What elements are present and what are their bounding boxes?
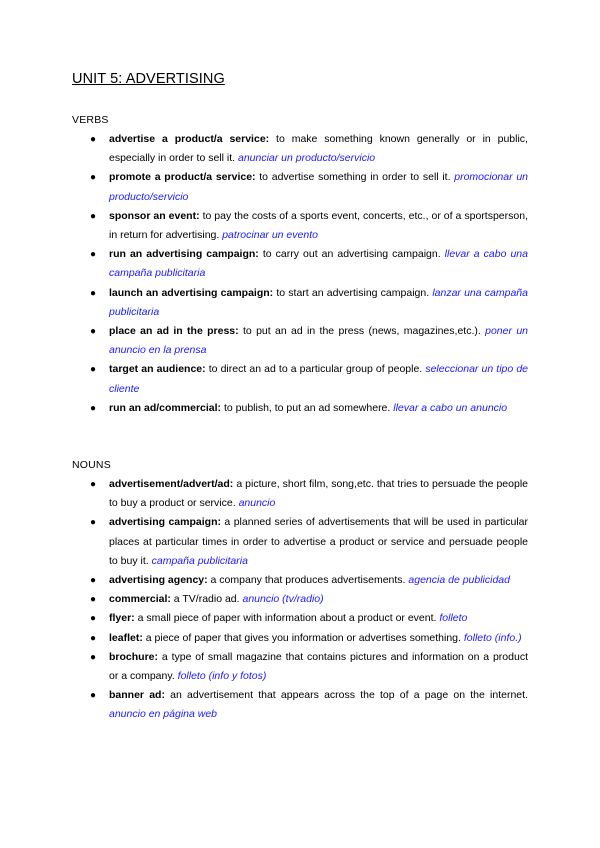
list-item	[88, 609, 528, 628]
list-item	[88, 360, 528, 398]
translation: folleto (info y fotos)	[177, 670, 267, 683]
term: sponsor an event:	[109, 209, 200, 222]
term: launch an advertising campaign:	[109, 286, 274, 299]
list-item	[88, 571, 528, 590]
bullet-icon: ●	[90, 402, 97, 414]
nouns-list	[88, 475, 528, 725]
definition: to make something known generally or in public, especially in order to sell it.	[109, 133, 528, 165]
definition: to carry out an advertising campaign.	[258, 248, 445, 261]
bullet-icon: ●	[90, 172, 97, 184]
list-item	[88, 590, 528, 609]
definition: a type of small magazine that contains pictures and information on a product or a company.	[109, 650, 528, 683]
bullet-icon: ●	[90, 632, 97, 644]
term: advertise a product/a service:	[109, 133, 270, 145]
translation: campaña publicitaria	[151, 554, 248, 567]
definition: to put an ad in the press (news, magazines,etc.).	[238, 325, 486, 338]
term: promote a product/a service:	[109, 171, 256, 184]
translation: agencia de publicidad	[408, 574, 510, 587]
bullet-icon: ●	[90, 364, 97, 376]
term: advertising agency:	[109, 574, 208, 587]
bullet-icon: ●	[90, 326, 97, 338]
list-item	[88, 168, 528, 206]
bullet-icon: ●	[90, 287, 97, 299]
translation: lanzar una campaña publicitaria	[109, 286, 528, 318]
translation: folleto	[439, 612, 468, 625]
list-item	[88, 686, 528, 724]
list-item	[88, 629, 528, 648]
definition: a picture, short film, song,etc. that tries to persuade the people to buy a product or service.	[109, 478, 528, 510]
term: banner ad:	[109, 689, 165, 702]
term: place an ad in the press:	[109, 325, 239, 338]
definition: to direct an ad to a particular group of people.	[205, 363, 426, 376]
list-item	[88, 513, 528, 571]
page-title: UNIT 5: ADVERTISING	[72, 71, 225, 87]
list-item	[88, 399, 528, 418]
term: commercial:	[109, 593, 171, 606]
definition: to advertise something in order to sell it.	[255, 171, 455, 184]
list-item	[88, 322, 528, 360]
bullet-icon: ●	[90, 210, 97, 222]
bullet-icon: ●	[90, 517, 97, 529]
translation: anuncio	[238, 497, 276, 510]
bullet-icon: ●	[90, 249, 97, 261]
translation: anunciar un producto/servicio	[237, 152, 376, 165]
list-item	[88, 130, 528, 168]
definition: to start an advertising campaign.	[273, 286, 433, 299]
definition: a TV/radio ad.	[170, 593, 243, 606]
term: advertisement/advert/ad:	[109, 478, 234, 490]
translation: patrocinar un evento	[222, 229, 318, 242]
translation: anuncio (tv/radio)	[242, 593, 324, 606]
translation: promocionar un producto/servicio	[109, 171, 528, 203]
definition: a piece of paper that gives you information or advertises something.	[142, 631, 464, 644]
translation: seleccionar un tipo de cliente	[109, 363, 528, 395]
bullet-icon: ●	[90, 690, 97, 702]
list-item	[88, 207, 528, 245]
term: brochure:	[109, 650, 159, 663]
nouns-heading: NOUNS	[72, 459, 111, 471]
bullet-icon: ●	[90, 479, 97, 490]
definition: to publish, to put an ad somewhere.	[221, 401, 394, 414]
translation: llevar a cabo un anuncio	[393, 401, 508, 414]
list-item	[88, 648, 528, 686]
translation: llevar a cabo una campaña publicitaria	[109, 248, 528, 280]
term: leaflet:	[109, 631, 143, 644]
verbs-heading: VERBS	[72, 114, 109, 126]
list-item	[88, 284, 528, 322]
translation: folleto (info.)	[463, 631, 522, 644]
translation: anuncio en página web	[109, 708, 218, 721]
verbs-list	[88, 130, 528, 418]
term: target an audience:	[109, 363, 206, 376]
definition: an advertisement that appears across the top of a page on the internet.	[164, 689, 528, 702]
bullet-icon: ●	[90, 134, 97, 145]
definition: a company that produces advertisements.	[207, 574, 409, 587]
term: advertising campaign:	[109, 516, 221, 529]
bullet-icon: ●	[90, 594, 97, 606]
translation: poner un anuncio en la prensa	[109, 325, 528, 357]
definition: to pay the costs of a sports event, concerts, etc., or of a sportsperson, in return for advertising.	[109, 209, 528, 242]
definition: a small piece of paper with information about a product or event.	[134, 612, 440, 625]
term: run an advertising campaign:	[109, 248, 259, 261]
bullet-icon: ●	[90, 613, 97, 625]
term: run an ad/commercial:	[109, 401, 222, 414]
bullet-icon: ●	[90, 651, 97, 663]
definition: a planned series of advertisements that will be used in particular places at particular times in order to advertise a product or service and persuade people to buy it.	[109, 516, 528, 567]
list-item	[88, 245, 528, 283]
term: flyer:	[109, 612, 135, 625]
bullet-icon: ●	[90, 575, 97, 587]
list-item	[88, 475, 528, 513]
